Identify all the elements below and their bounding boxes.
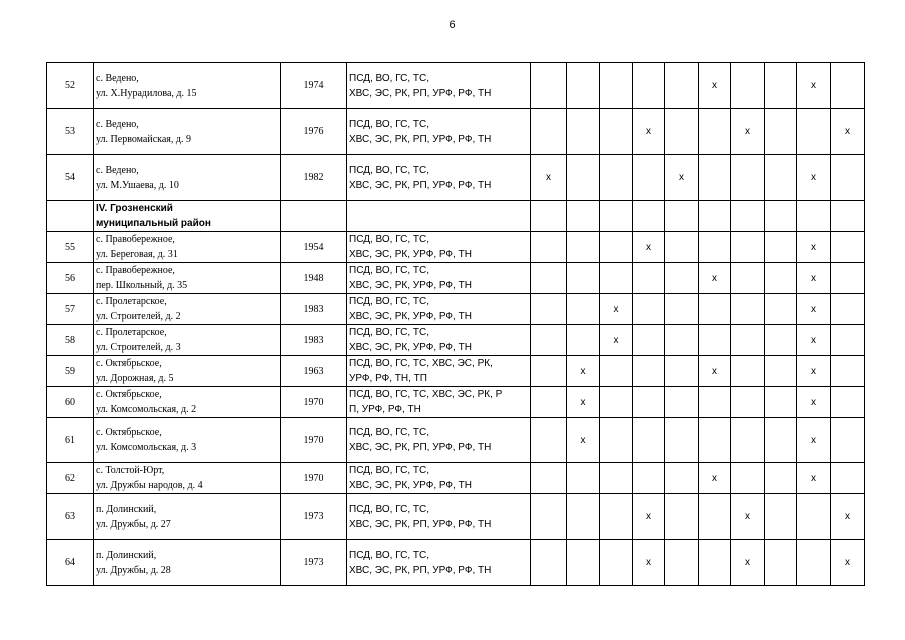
empty-cell [699,201,731,232]
address-line: с. Октябрьское, [96,358,162,369]
address-line: с. Пролетарское, [96,327,167,338]
schedule-mark-cell [531,463,567,494]
schedule-mark: х [845,511,850,522]
works-line: ПСД, ВО, ГС, ТС, [349,465,430,476]
schedule-mark-cell [665,463,699,494]
schedule-mark-cell [665,155,699,201]
empty-cell [347,201,531,232]
works-line: ПСД, ВО, ГС, ТС, ХВС, ЭС, РК, [349,358,493,369]
schedule-mark-cell [699,494,731,540]
works-line: ПСД, ВО, ГС, ТС, [349,296,430,307]
schedule-mark-cell [765,418,797,463]
schedule-mark-cell [600,325,633,356]
schedule-mark-cell [567,540,600,586]
schedule-mark: х [712,472,717,484]
schedule-mark: х [712,80,717,91]
schedule-mark-cell [731,63,765,109]
schedule-mark-cell [831,263,865,294]
address-line: с. Октябрьское, [96,389,162,400]
works-line: ХВС, ЭС, РК, УРФ, РФ, ТН [349,480,472,491]
schedule-mark-cell [765,463,797,494]
page-number: 6 [449,19,456,31]
schedule-mark-cell [567,294,600,325]
section-header-row [47,201,865,232]
schedule-mark-cell [699,263,731,294]
schedule-mark: х [546,172,551,183]
build-year: 1970 [281,463,347,494]
address-cell [94,294,281,325]
schedule-mark-cell [633,63,665,109]
address-line: пер. Школьный, д. 35 [96,280,188,291]
schedule-mark-cell [633,463,665,494]
schedule-mark: х [712,272,717,284]
schedule-mark-cell [765,494,797,540]
schedule-mark-cell [831,387,865,418]
address-line: ул. М.Ушаева, д. 10 [96,179,179,191]
works-line: ХВС, ЭС, РК, УРФ, РФ, ТН [349,311,472,322]
schedule-mark-cell [831,418,865,463]
works-cell [347,109,531,155]
schedule-mark: х [811,241,816,253]
schedule-mark-cell [731,494,765,540]
schedule-mark-cell [567,263,600,294]
schedule-mark-cell [731,418,765,463]
schedule-mark-cell [699,294,731,325]
works-line: ПСД, ВО, ГС, ТС, ХВС, ЭС, РК, Р [349,389,503,400]
schedule-mark-cell [797,263,831,294]
section-title-line: муниципальный район [96,218,211,229]
address-line: с. Октябрьское, [96,427,162,438]
address-line: с. Правобережное, [96,265,175,276]
build-year: 1983 [281,294,347,325]
schedule-mark: х [646,557,651,568]
schedule-mark: х [613,303,619,315]
schedule-mark-cell [765,387,797,418]
works-line: ХВС, ЭС, РК, УРФ, РФ, ТН [349,249,472,260]
schedule-mark-cell [699,463,731,494]
schedule-mark: х [811,272,816,284]
schedule-mark-cell [665,387,699,418]
works-line: ПСД, ВО, ГС, ТС, [349,164,430,176]
schedule-mark-cell [600,109,633,155]
schedule-mark-cell [567,387,600,418]
works-cell [347,294,531,325]
schedule-mark-cell [765,263,797,294]
section-number-cell [47,201,94,232]
empty-cell [567,201,600,232]
schedule-mark-cell [633,494,665,540]
row-number: 62 [47,463,94,494]
schedule-mark-cell [797,232,831,263]
schedule-mark-cell [699,63,731,109]
schedule-mark: х [811,172,816,183]
schedule-mark-cell [665,325,699,356]
schedule-mark-cell [797,155,831,201]
schedule-mark-cell [765,356,797,387]
schedule-mark-cell [531,494,567,540]
schedule-mark: х [745,557,750,568]
works-cell [347,325,531,356]
schedule-mark-cell [831,540,865,586]
row-number: 54 [47,155,94,201]
works-line: ХВС, ЭС, РК, РП, УРФ, РФ, ТН [349,87,492,99]
table-row [47,387,865,418]
schedule-mark-cell [731,232,765,263]
schedule-mark-cell [600,155,633,201]
build-year: 1954 [281,232,347,263]
works-line: ПСД, ВО, ГС, ТС, [349,327,430,338]
schedule-mark-cell [699,109,731,155]
table-row [47,155,865,201]
schedule-mark-cell [765,109,797,155]
schedule-mark-cell [600,63,633,109]
works-line: ПСД, ВО, ГС, ТС, [349,427,430,438]
schedule-mark-cell [831,356,865,387]
table-row [47,63,865,109]
schedule-mark-cell [699,232,731,263]
schedule-mark-cell [600,294,633,325]
schedule-mark-cell [699,418,731,463]
schedule-mark: х [811,472,816,484]
empty-cell [281,201,347,232]
schedule-mark-cell [731,325,765,356]
schedule-mark-cell [633,356,665,387]
address-line: с. Пролетарское, [96,296,167,307]
row-number: 57 [47,294,94,325]
schedule-mark: х [646,511,651,522]
schedule-mark-cell [567,232,600,263]
schedule-mark: х [811,334,816,346]
schedule-mark-cell [797,109,831,155]
schedule-mark: х [745,511,750,522]
schedule-mark-cell [765,294,797,325]
schedule-mark: х [811,303,816,315]
schedule-mark-cell [665,263,699,294]
schedule-mark-cell [731,294,765,325]
address-line: с. Толстой-Юрт, [96,465,165,476]
build-year: 1974 [281,63,347,109]
address-line: ул. Первомайская, д. 9 [96,133,191,145]
schedule-mark-cell [665,494,699,540]
schedule-mark-cell [797,418,831,463]
empty-cell [831,201,865,232]
schedule-mark-cell [633,294,665,325]
schedule-mark-cell [567,109,600,155]
schedule-mark-cell [600,263,633,294]
schedule-mark-cell [600,418,633,463]
address-line: ул. Строителей, д. 3 [96,342,181,353]
address-line: ул. Дорожная, д. 5 [96,373,174,384]
schedule-mark-cell [797,356,831,387]
empty-cell [633,201,665,232]
schedule-mark-cell [567,155,600,201]
works-cell [347,494,531,540]
schedule-mark-cell [731,463,765,494]
schedule-mark-cell [731,109,765,155]
address-line: с. Ведено, [96,72,139,84]
schedule-mark-cell [797,294,831,325]
schedule-mark-cell [831,463,865,494]
address-line: ул. Дружбы народов, д. 4 [96,480,203,491]
schedule-mark-cell [765,325,797,356]
row-number: 52 [47,63,94,109]
address-line: с. Ведено, [96,164,139,176]
schedule-mark-cell [665,109,699,155]
table-row [47,109,865,155]
address-line: ул. Строителей, д. 2 [96,311,181,322]
section-title [94,201,281,232]
schedule-mark: х [845,557,850,568]
schedule-mark-cell [600,232,633,263]
row-number: 58 [47,325,94,356]
schedule-mark-cell [797,63,831,109]
address-line: с. Ведено, [96,118,139,130]
build-year: 1973 [281,540,347,586]
schedule-mark: х [646,241,651,253]
address-cell [94,155,281,201]
empty-cell [797,201,831,232]
address-cell [94,540,281,586]
schedule-mark-cell [633,263,665,294]
empty-cell [531,201,567,232]
schedule-mark-cell [765,63,797,109]
schedule-mark-cell [831,155,865,201]
address-cell [94,494,281,540]
address-line: ул. Х.Нурадилова, д. 15 [96,87,197,99]
table-row [47,463,865,494]
row-number: 61 [47,418,94,463]
table-row [47,294,865,325]
row-number: 53 [47,109,94,155]
address-cell [94,63,281,109]
works-line: ХВС, ЭС, РК, УРФ, РФ, ТН [349,342,472,353]
works-cell [347,387,531,418]
address-line: ул. Дружбы, д. 27 [96,518,171,530]
schedule-mark-cell [665,63,699,109]
schedule-mark-cell [699,325,731,356]
schedule-mark-cell [831,494,865,540]
table-row [47,263,865,294]
schedule-mark-cell [731,387,765,418]
schedule-mark: х [745,126,750,137]
schedule-mark-cell [567,463,600,494]
schedule-mark-cell [831,232,865,263]
schedule-mark: х [811,396,816,408]
row-number: 55 [47,232,94,263]
schedule-mark: х [580,365,586,377]
schedule-mark-cell [567,356,600,387]
schedule-mark: х [679,172,684,183]
works-line: ПСД, ВО, ГС, ТС, [349,503,430,515]
schedule-mark-cell [567,325,600,356]
schedule-mark-cell [600,356,633,387]
schedule-mark: х [646,126,651,137]
schedule-mark: х [811,434,816,446]
schedule-mark: х [580,396,586,408]
works-line: ПСД, ВО, ГС, ТС, [349,72,430,84]
address-line: ул. Комсомольская, д. 3 [96,442,197,453]
address-line: п. Долинский, [96,503,157,515]
schedule-mark-cell [831,109,865,155]
address-line: ул. Дружбы, д. 28 [96,564,171,576]
works-cell [347,63,531,109]
schedule-mark: х [845,126,850,137]
schedule-mark-cell [633,387,665,418]
works-line: ХВС, ЭС, РК, РП, УРФ, РФ, ТН [349,442,492,453]
build-year: 1982 [281,155,347,201]
works-line: ХВС, ЭС, РК, РП, УРФ, РФ, ТН [349,179,492,191]
section-title-line: IV. Грозненский [96,203,173,214]
schedule-mark-cell [665,294,699,325]
schedule-mark-cell [567,418,600,463]
schedule-mark: х [811,80,816,91]
schedule-mark-cell [831,63,865,109]
schedule-mark-cell [731,540,765,586]
works-cell [347,463,531,494]
row-number: 56 [47,263,94,294]
address-cell [94,263,281,294]
table-body [47,63,865,586]
table-row [47,418,865,463]
empty-cell [731,201,765,232]
schedule-mark-cell [600,387,633,418]
schedule-mark-cell [531,232,567,263]
schedule-mark-cell [531,294,567,325]
schedule-mark-cell [797,463,831,494]
table-row [47,494,865,540]
build-year: 1970 [281,418,347,463]
works-line: П, УРФ, РФ, ТН [349,404,421,415]
schedule-mark-cell [765,540,797,586]
schedule-mark: х [580,434,586,446]
works-line: ХВС, ЭС, РК, РП, УРФ, РФ, ТН [349,518,492,530]
table-row [47,232,865,263]
works-line: ХВС, ЭС, РК, РП, УРФ, РФ, ТН [349,133,492,145]
schedule-mark-cell [699,155,731,201]
works-cell [347,155,531,201]
schedule-mark-cell [831,325,865,356]
works-line: ПСД, ВО, ГС, ТС, [349,118,430,130]
address-line: п. Долинский, [96,549,157,561]
address-cell [94,356,281,387]
schedule-mark-cell [665,232,699,263]
schedule-mark-cell [531,155,567,201]
row-number: 59 [47,356,94,387]
schedule-mark-cell [731,356,765,387]
build-year: 1976 [281,109,347,155]
row-number: 60 [47,387,94,418]
schedule-mark-cell [633,325,665,356]
address-line: ул. Береговая, д. 31 [96,249,178,260]
empty-cell [765,201,797,232]
table-row [47,540,865,586]
schedule-mark-cell [797,325,831,356]
schedule-mark-cell [797,387,831,418]
build-year: 1963 [281,356,347,387]
table-row [47,325,865,356]
build-year: 1983 [281,325,347,356]
schedule-mark-cell [731,155,765,201]
schedule-mark: х [712,365,717,377]
works-cell [347,418,531,463]
table-row [47,356,865,387]
housing-repair-table [46,62,865,586]
schedule-mark-cell [567,63,600,109]
works-line: ПСД, ВО, ГС, ТС, [349,265,430,276]
schedule-mark-cell [699,387,731,418]
works-cell [347,232,531,263]
address-cell [94,463,281,494]
schedule-mark-cell [699,540,731,586]
schedule-mark-cell [600,540,633,586]
schedule-mark-cell [531,63,567,109]
row-number: 63 [47,494,94,540]
address-cell [94,232,281,263]
schedule-mark-cell [600,494,633,540]
schedule-mark-cell [633,232,665,263]
schedule-mark-cell [567,494,600,540]
address-cell [94,325,281,356]
schedule-mark: х [613,334,619,346]
works-line: УРФ, РФ, ТН, ТП [349,373,427,384]
works-line: ПСД, ВО, ГС, ТС, [349,234,430,245]
address-line: с. Правобережное, [96,234,175,245]
address-cell [94,418,281,463]
schedule-mark-cell [831,294,865,325]
schedule-mark-cell [765,155,797,201]
schedule-mark-cell [797,540,831,586]
schedule-mark-cell [633,418,665,463]
schedule-mark-cell [531,325,567,356]
schedule-mark-cell [531,263,567,294]
works-cell [347,540,531,586]
schedule-mark-cell [665,356,699,387]
schedule-mark-cell [633,540,665,586]
empty-cell [600,201,633,232]
schedule-mark-cell [665,540,699,586]
schedule-mark-cell [633,155,665,201]
works-cell [347,263,531,294]
build-year: 1948 [281,263,347,294]
schedule-mark-cell [531,387,567,418]
address-cell [94,109,281,155]
build-year: 1970 [281,387,347,418]
schedule-mark-cell [699,356,731,387]
works-line: ХВС, ЭС, РК, РП, УРФ, РФ, ТН [349,564,492,576]
works-cell [347,356,531,387]
schedule-mark: х [811,365,816,377]
works-line: ХВС, ЭС, РК, УРФ, РФ, ТН [349,280,472,291]
address-line: ул. Комсомольская, д. 2 [96,404,197,415]
row-number: 64 [47,540,94,586]
schedule-mark-cell [633,109,665,155]
schedule-mark-cell [531,540,567,586]
schedule-mark-cell [797,494,831,540]
schedule-mark-cell [731,263,765,294]
schedule-mark-cell [600,463,633,494]
address-cell [94,387,281,418]
empty-cell [665,201,699,232]
build-year: 1973 [281,494,347,540]
schedule-mark-cell [665,418,699,463]
schedule-mark-cell [765,232,797,263]
schedule-mark-cell [531,109,567,155]
schedule-mark-cell [531,418,567,463]
schedule-mark-cell [531,356,567,387]
works-line: ПСД, ВО, ГС, ТС, [349,549,430,561]
